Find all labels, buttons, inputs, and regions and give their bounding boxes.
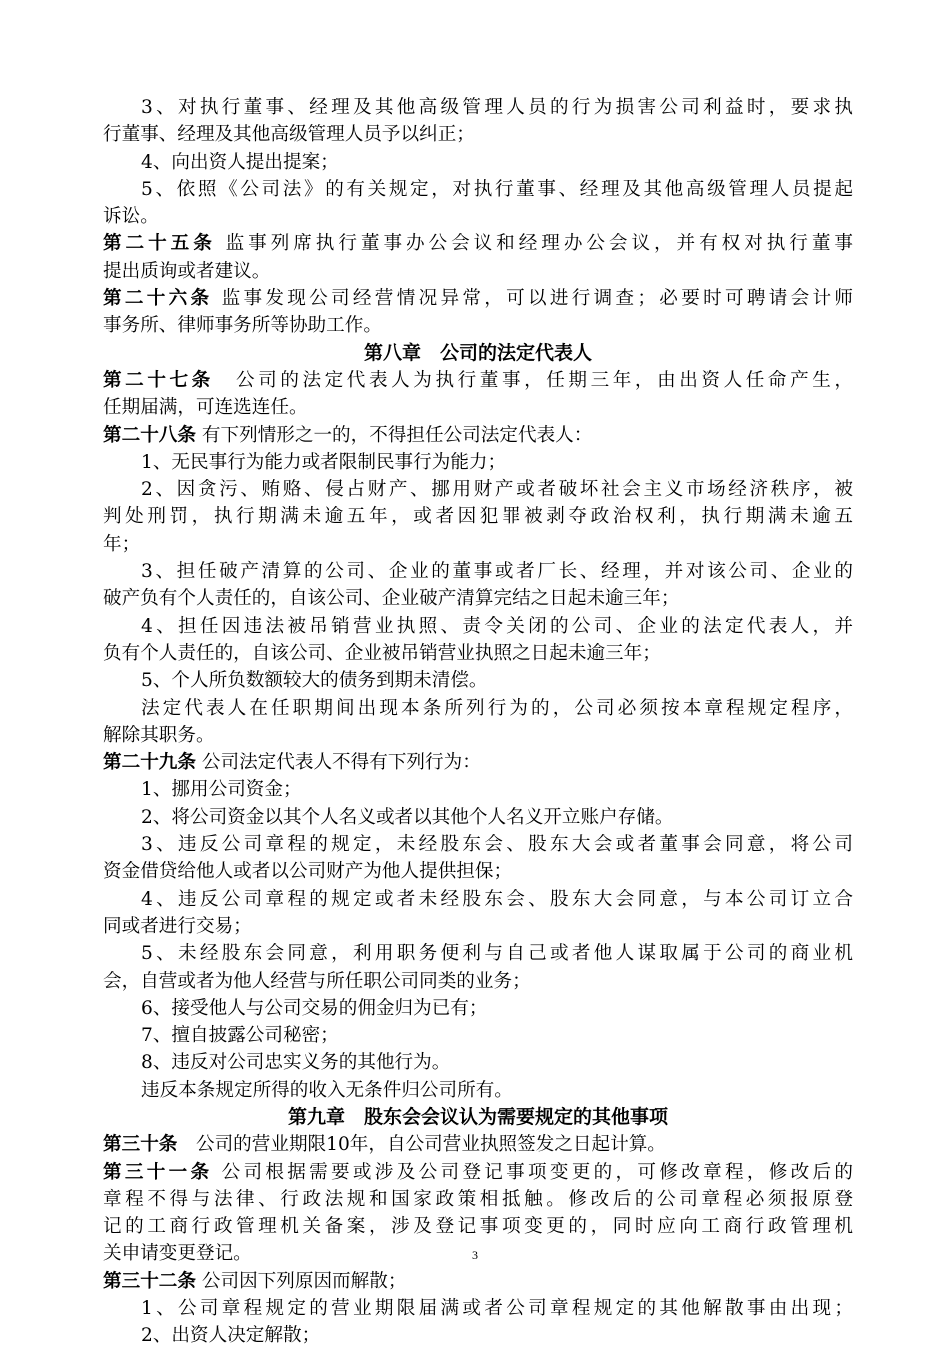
text-line	[103, 776, 853, 803]
text-line	[103, 449, 853, 476]
line-text: 诉讼。	[103, 206, 159, 228]
document-body	[103, 94, 853, 1350]
line-text: 资金借贷给他人或者以公司财产为他人提供担保；	[103, 861, 513, 883]
line-text: 解除其职务。	[103, 724, 215, 746]
line-text: 监事列席执行董事办公会议和经理办公会议，并有权对执行董事	[215, 233, 853, 255]
text-line	[103, 722, 853, 749]
line-text: 监事发现公司经营情况异常，可以进行调查；必要时可聘请会计师	[212, 288, 853, 310]
line-text: 负有个人责任的，自该公司、企业被吊销营业执照之日起未逾三年；	[103, 642, 661, 664]
text-line	[103, 203, 853, 230]
article-number: 第三十二条	[103, 1270, 196, 1292]
text-line	[103, 149, 853, 176]
line-text: 公司根据需要或涉及公司登记事项变更的，可修改章程，修改后的	[212, 1161, 853, 1183]
line-text: 关申请变更登记。	[103, 1243, 252, 1265]
text-line	[103, 804, 853, 831]
article-number: 第二十七条	[103, 369, 214, 391]
line-text: 5、个人所负数额较大的债务到期未清偿。	[141, 670, 488, 692]
article-number: 第二十五条	[103, 233, 216, 255]
text-line	[103, 913, 853, 940]
text-line	[103, 886, 853, 913]
line-text: 5、依照《公司法》的有关规定，对执行董事、经理及其他高级管理人员提起	[141, 178, 853, 200]
line-text: 2、因贪污、贿赂、侵占财产、挪用财产或者破坏社会主义市场经济秩序，被	[141, 479, 853, 501]
text-line	[103, 1186, 853, 1213]
text-line	[103, 749, 853, 776]
line-text: 4、向出资人提出提案；	[141, 151, 339, 173]
line-text: 公司的营业期限10年，自公司营业执照签发之日起计算。	[177, 1134, 666, 1156]
text-line	[103, 531, 853, 558]
text-line	[103, 367, 853, 394]
line-text: 会，自营或者为他人经营与所任职公司同类的业务；	[103, 970, 531, 992]
article-number: 第三十一条	[103, 1161, 213, 1183]
text-line	[103, 1322, 853, 1349]
text-line	[103, 1131, 853, 1158]
text-line	[103, 858, 853, 885]
article-number: 第二十六条	[103, 288, 213, 310]
line-text: 第九章 股东会会议认为需要规定的其他事项	[287, 1105, 668, 1128]
text-line	[103, 476, 853, 503]
chapter-heading	[103, 1104, 853, 1131]
line-text: 8、违反对公司忠实义务的其他行为。	[141, 1052, 451, 1074]
line-text: 4、违反公司章程的规定或者未经股东会、股东大会同意，与本公司订立合	[141, 888, 853, 910]
line-text: 7、擅自披露公司秘密；	[141, 1025, 339, 1047]
line-text: 法定代表人在任职期间出现本条所列行为的，公司必须按本章程规定程序，	[141, 697, 853, 719]
chapter-heading	[103, 340, 853, 367]
line-text: 提出质询或者建议。	[103, 260, 271, 282]
text-line	[103, 613, 853, 640]
text-line	[103, 121, 853, 148]
line-text: 任期届满，可连选连任。	[103, 397, 308, 419]
line-text: 1、无民事行为能力或者限制民事行为能力；	[141, 451, 507, 473]
line-text: 5、未经股东会同意，利用职务便利与自己或者他人谋取属于公司的商业机	[141, 943, 853, 965]
line-text: 2、将公司资金以其个人名义或者以其他个人名义开立账户存储。	[141, 806, 674, 828]
article-number: 第二十九条	[103, 752, 196, 774]
text-line	[103, 394, 853, 421]
text-line	[103, 940, 853, 967]
text-line	[103, 558, 853, 585]
text-line	[103, 1268, 853, 1295]
text-line	[103, 94, 853, 121]
line-text: 4、担任因违法被吊销营业执照、责令关闭的公司、企业的法定代表人，并	[141, 615, 853, 637]
line-text: 违反本条规定所得的收入无条件归公司所有。	[141, 1079, 513, 1101]
article-number: 第三十条	[103, 1134, 178, 1156]
text-line	[103, 258, 853, 285]
text-line	[103, 230, 853, 257]
line-text: 事务所、律师事务所等协助工作。	[103, 315, 382, 337]
line-text: 年；	[103, 533, 141, 555]
article-number: 第二十八条	[103, 424, 196, 446]
text-line	[103, 695, 853, 722]
line-text: 1、挪用公司资金；	[141, 779, 302, 801]
line-text: 6、接受他人与公司交易的佣金归为已有；	[141, 997, 488, 1019]
text-line	[103, 831, 853, 858]
text-line	[103, 312, 853, 339]
line-text: 公司的法定代表人为执行董事，任期三年，由出资人任命产生，	[213, 369, 853, 391]
line-text: 有下列情形之一的，不得担任公司法定代表人：	[195, 424, 593, 446]
line-text: 破产负有个人责任的，自该公司、企业破产清算完结之日起未逾三年；	[103, 588, 680, 610]
line-text: 同或者进行交易；	[103, 915, 252, 937]
text-line	[103, 640, 853, 667]
page-number: 3	[472, 1248, 478, 1262]
line-text: 1、公司章程规定的营业期限届满或者公司章程规定的其他解散事由出现；	[141, 1298, 853, 1320]
text-line	[103, 422, 853, 449]
line-text: 判处刑罚，执行期满未逾五年，或者因犯罪被剥夺政治权利，执行期满未逾五	[103, 506, 853, 528]
line-text: 章程不得与法律、行政法规和国家政策相抵触。修改后的公司章程必须报原登	[103, 1188, 853, 1210]
line-text: 行董事、经理及其他高级管理人员予以纠正；	[103, 124, 475, 146]
text-line	[103, 176, 853, 203]
line-text: 3、违反公司章程的规定，未经股东会、股东大会或者董事会同意，将公司	[141, 834, 853, 856]
text-line	[103, 968, 853, 995]
text-line	[103, 503, 853, 530]
text-line	[103, 1159, 853, 1186]
text-line	[103, 1213, 853, 1240]
line-text: 记的工商行政管理机关备案，涉及登记事项变更的，同时应向工商行政管理机	[103, 1216, 853, 1238]
line-text: 2、出资人决定解散；	[141, 1325, 321, 1347]
text-line	[103, 1022, 853, 1049]
text-line	[103, 1049, 853, 1076]
text-line	[103, 995, 853, 1022]
line-text: 第八章 公司的法定代表人	[363, 341, 592, 364]
text-line	[103, 585, 853, 612]
line-text: 3、担任破产清算的公司、企业的董事或者厂长、经理，并对该公司、企业的	[141, 561, 853, 583]
text-line	[103, 1077, 853, 1104]
text-line	[103, 1295, 853, 1322]
line-text: 3、对执行董事、经理及其他高级管理人员的行为损害公司利益时，要求执	[141, 97, 853, 118]
text-line	[103, 285, 853, 312]
text-line	[103, 667, 853, 694]
line-text: 公司因下列原因而解散；	[195, 1270, 407, 1292]
line-text: 公司法定代表人不得有下列行为：	[195, 752, 481, 774]
